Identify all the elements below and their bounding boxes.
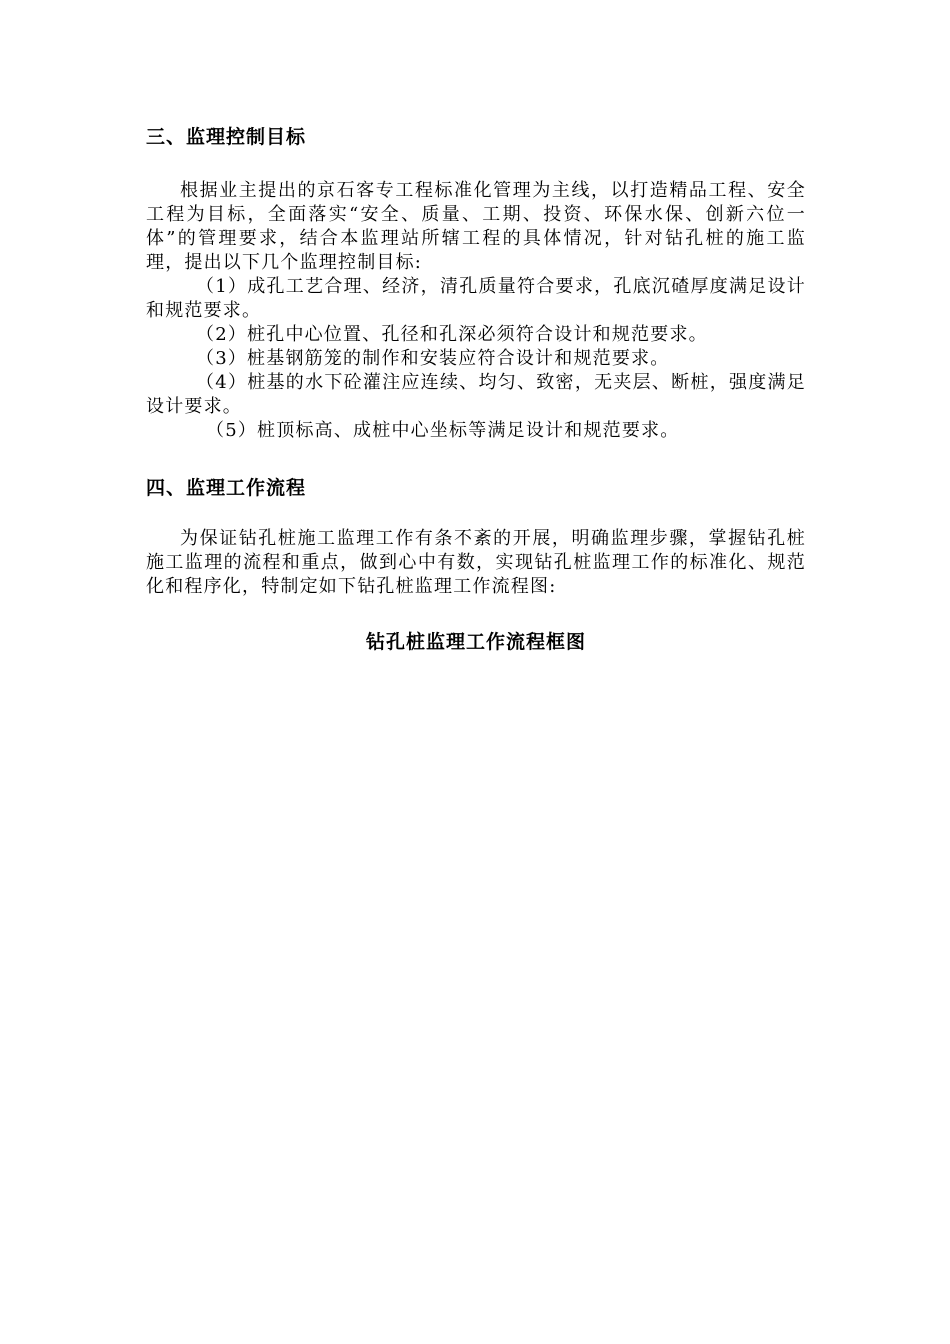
objective-item-4: （4）桩基的水下砼灌注应连续、均匀、致密，无夹层、断桩，强度满足设计要求。 — [146, 372, 806, 417]
flowchart-title: 钻孔桩监理工作流程框图 — [365, 631, 586, 653]
section-4-intro-paragraph: 为保证钻孔桩施工监理工作有条不紊的开展，明确监理步骤，掌握钻孔桩施工监理的流程和重点，做到心中有数，实现钻孔桩监理工作的标准化、规范化和程序化，特制定如下钻孔桩监理工作流程图: — [146, 528, 806, 597]
section-4-heading: 四、监理工作流程 — [146, 477, 307, 499]
section-3-intro-paragraph: 根据业主提出的京石客专工程标准化管理为主线，以打造精品工程、安全工程为目标，全面落实“安全、质量、工期、投资、环保水保、创新六位一体”的管理要求，结合本监理站所辖工程的具体情况，针对钻孔桩的施工监理，提出以下几个监理控制目标: — [146, 180, 806, 273]
objective-item-3: （3）桩基钢筋笼的制作和安装应符合设计和规范要求。 — [196, 348, 670, 369]
objective-item-1: （1）成孔工艺合理、经济，清孔质量符合要求，孔底沉碴厚度满足设计和规范要求。 — [146, 276, 806, 321]
section-3-heading: 三、监理控制目标 — [146, 126, 307, 148]
objective-item-2: （2）桩孔中心位置、孔径和孔深必须符合设计和规范要求。 — [196, 324, 708, 345]
page-content — [146, 122, 806, 676]
objective-item-5: （5）桩顶标高、成桩中心坐标等满足设计和规范要求。 — [206, 420, 680, 441]
